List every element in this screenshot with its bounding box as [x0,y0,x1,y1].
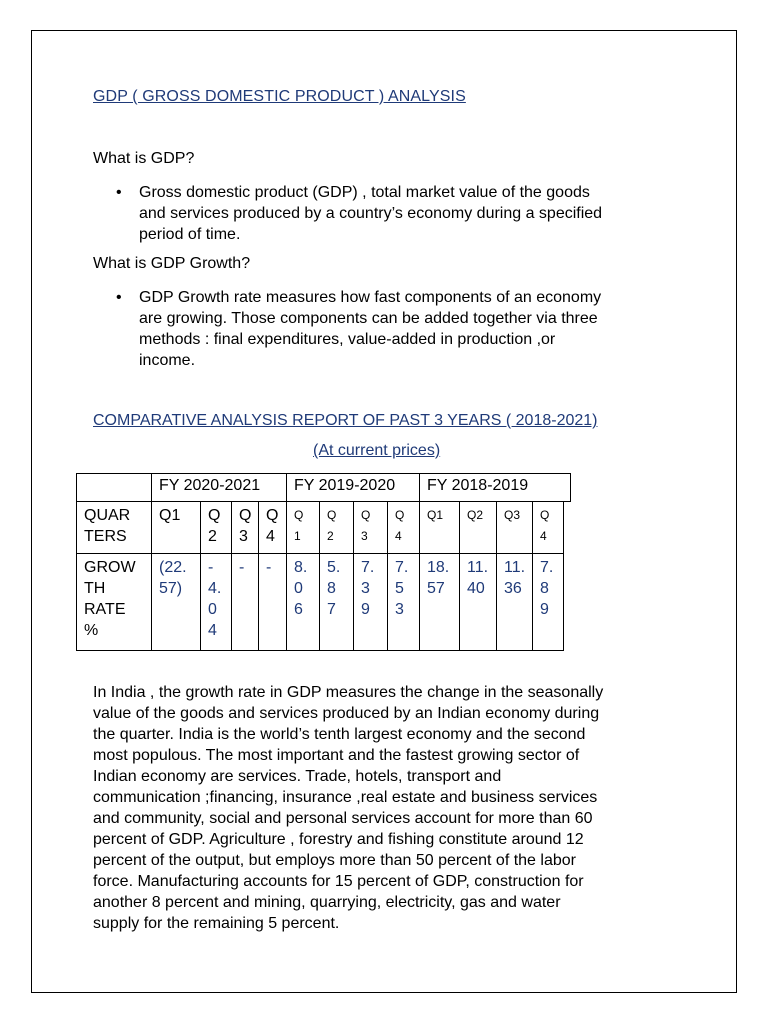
paragraph-line: force. Manufacturing accounts for 15 percent of GDP, construction for [93,873,584,890]
paragraph-line: supply for the remaining 5 percent. [93,915,340,932]
growth-cell: 8. 0 6 [287,554,320,651]
quarter-cell: Q3 [497,502,533,554]
bullet-line: and services produced by a country’s economy during a specified [139,205,603,222]
row-label-growth-rate: GROW TH RATE % [77,554,152,651]
quarter-cell: Q1 [152,502,201,554]
gdp-growth-table [76,501,564,651]
row-label-quarters: QUAR TERS [77,502,152,554]
growth-cell: 7. 3 9 [354,554,388,651]
growth-cell: 5. 8 7 [320,554,354,651]
quarter-cell: Q 4 [259,502,287,554]
quarter-cell: Q 4 [388,502,420,554]
question-what-is-gdp-growth: What is GDP Growth? [93,255,251,272]
growth-cell: 11. 40 [460,554,497,651]
paragraph-line: communication ;financing, insurance ,real estate and business services [93,789,598,806]
bullet-line: period of time. [139,226,241,243]
bullet-line: GDP Growth rate measures how fast components of an economy [139,289,602,306]
quarter-cell: Q 3 [232,502,259,554]
report-title: COMPARATIVE ANALYSIS REPORT OF PAST 3 YEARS ( 2018-2021) [93,412,598,429]
bullet-gdp-definition [116,182,676,245]
bullet-icon: • [116,289,122,306]
paragraph-line: In India , the growth rate in GDP measures the change in the seasonally [93,684,604,701]
fy-header: FY 2018-2019 [420,474,571,502]
question-what-is-gdp: What is GDP? [93,150,195,167]
growth-rate-row [77,554,564,651]
paragraph-line: percent of the output, but employs more than 50 percent of the labor [93,852,576,869]
bullet-gdp-growth-definition [116,287,676,371]
document-title: GDP ( GROSS DOMESTIC PRODUCT ) ANALYSIS [93,88,466,105]
bullet-line: income. [139,352,196,369]
quarter-cell: Q 2 [320,502,354,554]
paragraph-line: percent of GDP. Agriculture , forestry and fishing constitute around 12 [93,831,584,848]
growth-cell: 11. 36 [497,554,533,651]
paragraph-line: most populous. The most important and the fastest growing sector of [93,747,580,764]
growth-cell: (22. 57) [152,554,201,651]
growth-cell: 7. 8 9 [533,554,564,651]
bullet-line: methods : final expenditures, value-added in production ,or [139,331,556,348]
paragraph-line: Indian economy are services. Trade, hotels, transport and [93,768,502,785]
paragraph-line: and community, social and personal services account for more than 60 [93,810,593,827]
quarter-cell: Q 3 [354,502,388,554]
paragraph-line: the quarter. India is the world’s tenth largest economy and the second [93,726,586,743]
quarters-row [77,502,564,554]
growth-cell: 18. 57 [420,554,460,651]
quarter-cell: Q 2 [201,502,232,554]
prices-note: (At current prices) [313,442,441,459]
bullet-line: Gross domestic product (GDP) , total market value of the goods [139,184,590,201]
quarter-cell: Q2 [460,502,497,554]
quarter-cell: Q1 [420,502,460,554]
quarter-cell: Q 1 [287,502,320,554]
bullet-icon: • [116,184,122,201]
india-gdp-paragraph [93,682,683,934]
growth-cell: 7. 5 3 [388,554,420,651]
fy-header: FY 2019-2020 [287,474,420,502]
fy-header-table [76,473,571,502]
paragraph-line: value of the goods and services produced by an Indian economy during [93,705,600,722]
growth-cell: - [232,554,259,651]
bullet-line: are growing. Those components can be added together via three [139,310,598,327]
growth-cell: - [259,554,287,651]
quarter-cell: Q 4 [533,502,564,554]
growth-cell: - 4. 0 4 [201,554,232,651]
empty-header-cell [77,474,152,502]
fy-header: FY 2020-2021 [152,474,287,502]
paragraph-line: another 8 percent and mining, quarrying, electricity, gas and water [93,894,561,911]
